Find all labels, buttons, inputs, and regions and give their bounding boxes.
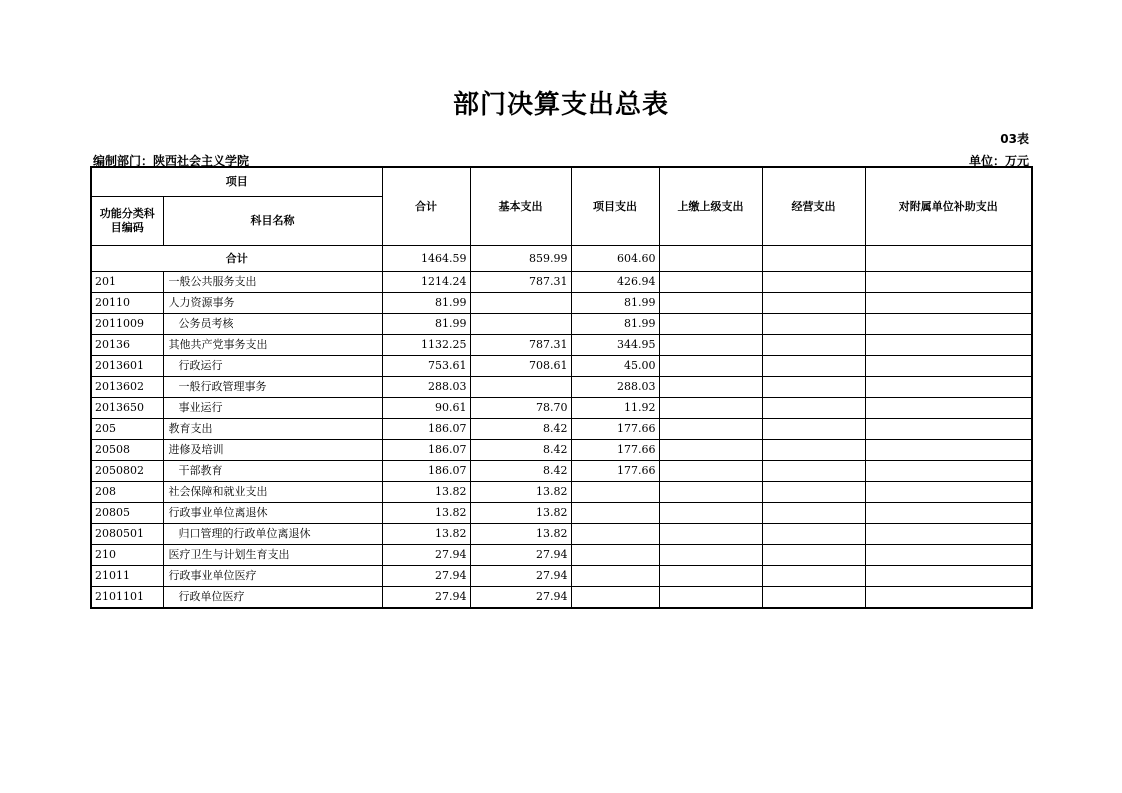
row-basic: 708.61 bbox=[470, 356, 571, 377]
row-subsidy bbox=[865, 482, 1032, 503]
row-business bbox=[762, 545, 865, 566]
row-business bbox=[762, 587, 865, 609]
row-name: 其他共产党事务支出 bbox=[163, 335, 382, 356]
row-basic: 13.82 bbox=[470, 503, 571, 524]
table-row bbox=[91, 377, 1032, 398]
row-business bbox=[762, 272, 865, 293]
row-code: 2101101 bbox=[91, 587, 163, 609]
row-business bbox=[762, 461, 865, 482]
table-row bbox=[91, 545, 1032, 566]
row-basic bbox=[470, 314, 571, 335]
header-item: 项目 bbox=[91, 167, 382, 197]
table-row bbox=[91, 335, 1032, 356]
row-name: 归口管理的行政单位离退休 bbox=[163, 524, 382, 545]
row-basic: 8.42 bbox=[470, 440, 571, 461]
row-total: 81.99 bbox=[382, 293, 470, 314]
row-subsidy bbox=[865, 398, 1032, 419]
row-basic: 13.82 bbox=[470, 524, 571, 545]
row-business bbox=[762, 419, 865, 440]
page-title: 部门决算支出总表 bbox=[452, 90, 669, 120]
row-upper bbox=[659, 272, 762, 293]
row-name: 一般行政管理事务 bbox=[163, 377, 382, 398]
row-basic bbox=[470, 377, 571, 398]
row-project: 288.03 bbox=[571, 377, 659, 398]
row-project bbox=[571, 524, 659, 545]
header-name: 科目名称 bbox=[163, 197, 382, 246]
row-project bbox=[571, 545, 659, 566]
row-business bbox=[762, 335, 865, 356]
row-project bbox=[571, 587, 659, 609]
row-total: 288.03 bbox=[382, 377, 470, 398]
row-upper bbox=[659, 461, 762, 482]
header-subsidy: 对附属单位补助支出 bbox=[865, 167, 1032, 246]
row-code: 2080501 bbox=[91, 524, 163, 545]
row-business bbox=[762, 482, 865, 503]
header-code: 功能分类科目编码 bbox=[91, 197, 163, 246]
row-basic: 13.82 bbox=[470, 482, 571, 503]
table-row bbox=[91, 503, 1032, 524]
table-row bbox=[91, 566, 1032, 587]
row-upper bbox=[659, 293, 762, 314]
total-project: 604.60 bbox=[571, 246, 659, 272]
table-row bbox=[91, 587, 1032, 609]
row-upper bbox=[659, 398, 762, 419]
row-code: 2011009 bbox=[91, 314, 163, 335]
row-subsidy bbox=[865, 377, 1032, 398]
row-business bbox=[762, 293, 865, 314]
row-name: 行政单位医疗 bbox=[163, 587, 382, 609]
row-code: 201 bbox=[91, 272, 163, 293]
row-name: 人力资源事务 bbox=[163, 293, 382, 314]
row-subsidy bbox=[865, 314, 1032, 335]
row-basic: 27.94 bbox=[470, 545, 571, 566]
row-code: 20805 bbox=[91, 503, 163, 524]
row-subsidy bbox=[865, 419, 1032, 440]
table-row bbox=[91, 524, 1032, 545]
row-business bbox=[762, 398, 865, 419]
row-basic: 8.42 bbox=[470, 419, 571, 440]
row-total: 27.94 bbox=[382, 587, 470, 609]
row-business bbox=[762, 356, 865, 377]
row-subsidy bbox=[865, 461, 1032, 482]
unit-label: 单位：万元 bbox=[968, 154, 1029, 168]
row-upper bbox=[659, 545, 762, 566]
row-basic: 78.70 bbox=[470, 398, 571, 419]
row-project bbox=[571, 482, 659, 503]
row-total: 1214.24 bbox=[382, 272, 470, 293]
total-total: 1464.59 bbox=[382, 246, 470, 272]
row-name: 公务员考核 bbox=[163, 314, 382, 335]
row-business bbox=[762, 440, 865, 461]
row-code: 2013602 bbox=[91, 377, 163, 398]
table-row bbox=[91, 440, 1032, 461]
row-subsidy bbox=[865, 272, 1032, 293]
row-total: 13.82 bbox=[382, 503, 470, 524]
header-upper: 上缴上级支出 bbox=[659, 167, 762, 246]
row-code: 20508 bbox=[91, 440, 163, 461]
row-name: 行政事业单位离退休 bbox=[163, 503, 382, 524]
row-basic: 787.31 bbox=[470, 272, 571, 293]
row-business bbox=[762, 314, 865, 335]
row-project: 81.99 bbox=[571, 293, 659, 314]
header-basic: 基本支出 bbox=[470, 167, 571, 246]
org-label: 编制部门：陕西社会主义学院 bbox=[93, 154, 250, 168]
total-upper bbox=[659, 246, 762, 272]
row-project: 344.95 bbox=[571, 335, 659, 356]
row-upper bbox=[659, 440, 762, 461]
row-project: 426.94 bbox=[571, 272, 659, 293]
row-upper bbox=[659, 314, 762, 335]
row-business bbox=[762, 566, 865, 587]
row-code: 210 bbox=[91, 545, 163, 566]
row-project: 11.92 bbox=[571, 398, 659, 419]
row-project bbox=[571, 566, 659, 587]
row-name: 医疗卫生与计划生育支出 bbox=[163, 545, 382, 566]
row-total: 186.07 bbox=[382, 440, 470, 461]
row-subsidy bbox=[865, 440, 1032, 461]
row-subsidy bbox=[865, 566, 1032, 587]
row-basic: 8.42 bbox=[470, 461, 571, 482]
header-project: 项目支出 bbox=[571, 167, 659, 246]
row-name: 干部教育 bbox=[163, 461, 382, 482]
row-total: 186.07 bbox=[382, 461, 470, 482]
row-upper bbox=[659, 356, 762, 377]
row-upper bbox=[659, 377, 762, 398]
row-business bbox=[762, 503, 865, 524]
table-row bbox=[91, 461, 1032, 482]
row-basic: 27.94 bbox=[470, 566, 571, 587]
row-business bbox=[762, 377, 865, 398]
row-basic: 787.31 bbox=[470, 335, 571, 356]
row-name: 行政事业单位医疗 bbox=[163, 566, 382, 587]
row-name: 社会保障和就业支出 bbox=[163, 482, 382, 503]
row-name: 进修及培训 bbox=[163, 440, 382, 461]
header-business: 经营支出 bbox=[762, 167, 865, 246]
row-subsidy bbox=[865, 335, 1032, 356]
row-total: 81.99 bbox=[382, 314, 470, 335]
row-name: 事业运行 bbox=[163, 398, 382, 419]
total-basic: 859.99 bbox=[470, 246, 571, 272]
row-total: 186.07 bbox=[382, 419, 470, 440]
expenditure-table bbox=[90, 166, 1033, 609]
row-basic bbox=[470, 293, 571, 314]
row-subsidy bbox=[865, 293, 1032, 314]
row-name: 行政运行 bbox=[163, 356, 382, 377]
table-row bbox=[91, 293, 1032, 314]
row-project bbox=[571, 503, 659, 524]
total-row bbox=[91, 246, 1032, 272]
total-business bbox=[762, 246, 865, 272]
row-code: 2050802 bbox=[91, 461, 163, 482]
table-row bbox=[91, 398, 1032, 419]
header-total: 合计 bbox=[382, 167, 470, 246]
row-total: 27.94 bbox=[382, 566, 470, 587]
row-upper bbox=[659, 566, 762, 587]
row-subsidy bbox=[865, 545, 1032, 566]
row-code: 2013601 bbox=[91, 356, 163, 377]
row-total: 27.94 bbox=[382, 545, 470, 566]
row-total: 753.61 bbox=[382, 356, 470, 377]
row-upper bbox=[659, 419, 762, 440]
row-total: 13.82 bbox=[382, 482, 470, 503]
row-business bbox=[762, 524, 865, 545]
row-code: 21011 bbox=[91, 566, 163, 587]
row-subsidy bbox=[865, 503, 1032, 524]
table-row bbox=[91, 356, 1032, 377]
row-total: 13.82 bbox=[382, 524, 470, 545]
row-upper bbox=[659, 335, 762, 356]
row-code: 208 bbox=[91, 482, 163, 503]
row-upper bbox=[659, 587, 762, 609]
table-row bbox=[91, 272, 1032, 293]
total-subsidy bbox=[865, 246, 1032, 272]
table-row bbox=[91, 314, 1032, 335]
row-project: 81.99 bbox=[571, 314, 659, 335]
row-name: 教育支出 bbox=[163, 419, 382, 440]
row-code: 2013650 bbox=[91, 398, 163, 419]
row-name: 一般公共服务支出 bbox=[163, 272, 382, 293]
row-code: 205 bbox=[91, 419, 163, 440]
row-upper bbox=[659, 524, 762, 545]
row-upper bbox=[659, 482, 762, 503]
form-number: 03表 bbox=[1000, 132, 1029, 146]
row-total: 90.61 bbox=[382, 398, 470, 419]
row-project: 177.66 bbox=[571, 440, 659, 461]
row-upper bbox=[659, 503, 762, 524]
row-subsidy bbox=[865, 524, 1032, 545]
row-basic: 27.94 bbox=[470, 587, 571, 609]
table-row bbox=[91, 419, 1032, 440]
row-subsidy bbox=[865, 587, 1032, 609]
row-total: 1132.25 bbox=[382, 335, 470, 356]
row-project: 45.00 bbox=[571, 356, 659, 377]
row-project: 177.66 bbox=[571, 461, 659, 482]
row-code: 20136 bbox=[91, 335, 163, 356]
row-subsidy bbox=[865, 356, 1032, 377]
row-project: 177.66 bbox=[571, 419, 659, 440]
table-row bbox=[91, 482, 1032, 503]
total-label: 合计 bbox=[91, 246, 382, 272]
row-code: 20110 bbox=[91, 293, 163, 314]
